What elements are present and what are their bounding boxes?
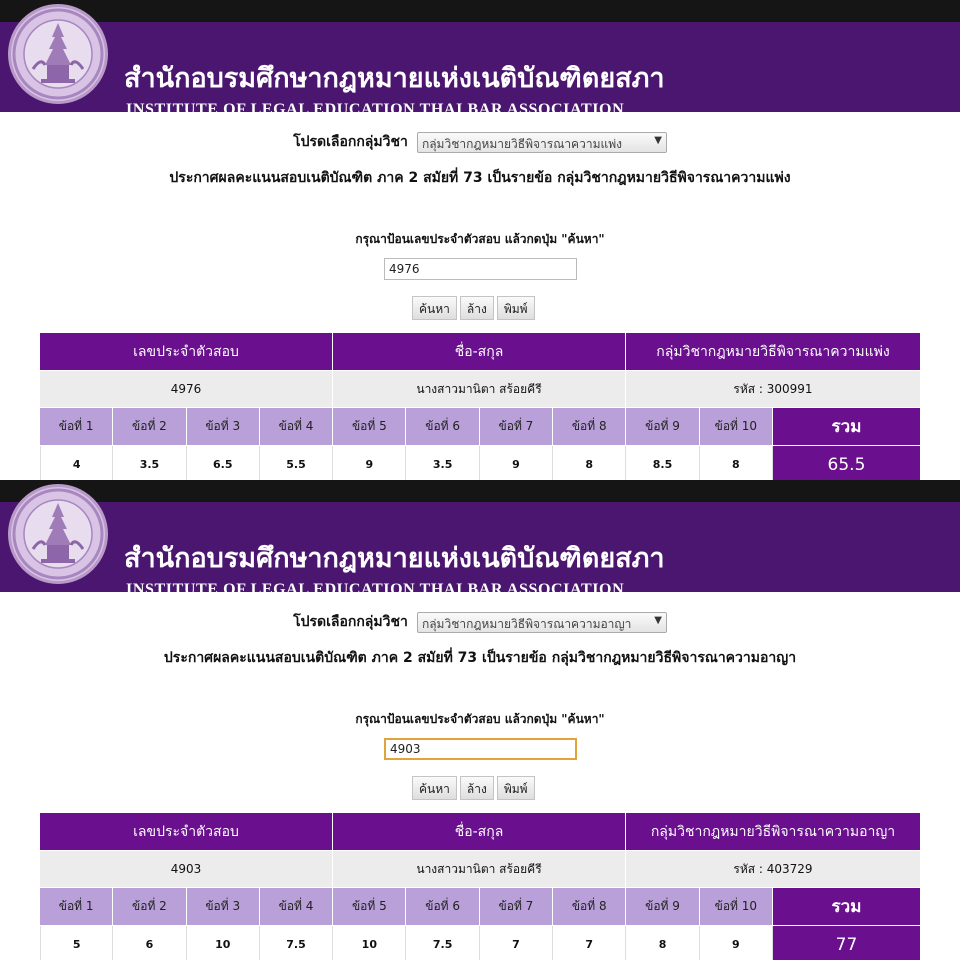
question-header-3: ข้อที่ 3 <box>187 888 260 925</box>
question-score-3: 10 <box>187 926 260 960</box>
score-row <box>40 926 920 960</box>
question-header-row <box>40 408 920 445</box>
dropdown-arrow-icon: ▼ <box>654 134 662 146</box>
question-header-9: ข้อที่ 9 <box>626 888 699 925</box>
site-title-english: INSTITUTE OF LEGAL EDUCATION THAI BAR ASSOCIATION <box>126 101 625 118</box>
dropdown-arrow-icon: ▼ <box>654 614 662 626</box>
exam-id-prompt: กรุณาป้อนเลขประจำตัวสอบ แล้วกดปุ่ม "ค้นหา" <box>355 232 605 246</box>
action-buttons <box>412 296 538 320</box>
site-title-thai: สำนักอบรมศึกษากฎหมายแห่งเนติบัณฑิตยสภา <box>124 63 665 94</box>
question-header-4: ข้อที่ 4 <box>260 888 333 925</box>
action-buttons <box>412 776 538 800</box>
question-score-5: 10 <box>333 926 406 960</box>
candidate-info-row <box>40 370 920 407</box>
exam-id-input[interactable] <box>384 738 577 760</box>
clear-button[interactable]: ล้าง <box>460 776 494 800</box>
question-header-1: ข้อที่ 1 <box>40 888 113 925</box>
subject-select-label: โปรดเลือกกลุ่มวิชา <box>293 614 408 630</box>
question-score-8: 8 <box>553 446 626 480</box>
site-header <box>0 502 960 598</box>
subject-select-value: กลุ่มวิชากฎหมายวิธีพิจารณาความอาญา <box>421 616 632 631</box>
name-header: ชื่อ-สกุล <box>333 813 626 850</box>
candidate-name: นางสาวมานิตา สร้อยคีรี <box>333 851 626 887</box>
search-button[interactable]: ค้นหา <box>412 776 457 800</box>
question-header-7: ข้อที่ 7 <box>480 888 553 925</box>
print-button[interactable]: พิมพ์ <box>497 296 535 320</box>
total-score: 65.5 <box>773 446 920 480</box>
subject-select-row <box>0 611 960 633</box>
total-label: รวม <box>773 888 920 925</box>
thai-bar-seal-logo <box>8 4 108 104</box>
question-score-10: 9 <box>700 926 773 960</box>
question-header-8: ข้อที่ 8 <box>553 408 626 445</box>
results-announcement: ประกาศผลคะแนนสอบเนติบัณฑิต ภาค 2 สมัยที่ 73 เป็นรายข้อ กลุ่มวิชากฎหมายวิธีพิจารณาความอาญา <box>163 650 797 666</box>
subject-code: รหัส : 403729 <box>733 861 813 876</box>
question-score-5: 9 <box>333 446 406 480</box>
total-score: 77 <box>773 926 920 960</box>
table-header-row <box>40 333 920 370</box>
question-score-4: 7.5 <box>260 926 333 960</box>
exam-id-prompt: กรุณาป้อนเลขประจำตัวสอบ แล้วกดปุ่ม "ค้นหา" <box>355 712 605 726</box>
results-announcement: ประกาศผลคะแนนสอบเนติบัณฑิต ภาค 2 สมัยที่ 73 เป็นรายข้อ กลุ่มวิชากฎหมายวิธีพิจารณาความแพ่ง <box>169 170 791 186</box>
exam-id-value: 4903 <box>40 851 333 887</box>
question-header-2: ข้อที่ 2 <box>113 408 186 445</box>
print-button[interactable]: พิมพ์ <box>497 776 535 800</box>
question-header-7: ข้อที่ 7 <box>480 408 553 445</box>
question-score-1: 5 <box>40 926 113 960</box>
question-score-7: 9 <box>480 446 553 480</box>
subject-select-label: โปรดเลือกกลุ่มวิชา <box>293 134 408 150</box>
subject-select[interactable] <box>417 612 667 633</box>
browser-top-band <box>0 0 960 22</box>
table-header-row <box>40 813 920 850</box>
question-score-6: 7.5 <box>406 926 479 960</box>
site-title-english: INSTITUTE OF LEGAL EDUCATION THAI BAR ASSOCIATION <box>126 581 625 598</box>
question-score-3: 6.5 <box>187 446 260 480</box>
question-header-6: ข้อที่ 6 <box>406 888 479 925</box>
question-header-8: ข้อที่ 8 <box>553 888 626 925</box>
total-label: รวม <box>773 408 920 445</box>
question-header-5: ข้อที่ 5 <box>333 888 406 925</box>
score-lookup-panel-2 <box>0 480 960 960</box>
question-header-5: ข้อที่ 5 <box>333 408 406 445</box>
question-score-9: 8 <box>626 926 699 960</box>
subject-select-row <box>0 131 960 153</box>
exam-id-header: เลขประจำตัวสอบ <box>40 333 333 370</box>
exam-id-value: 4976 <box>40 371 333 407</box>
score-table <box>40 813 920 960</box>
score-row <box>40 446 920 480</box>
question-header-9: ข้อที่ 9 <box>626 408 699 445</box>
question-score-1: 4 <box>40 446 113 480</box>
question-header-10: ข้อที่ 10 <box>700 888 773 925</box>
question-score-2: 3.5 <box>113 446 186 480</box>
question-score-10: 8 <box>700 446 773 480</box>
question-score-8: 7 <box>553 926 626 960</box>
candidate-name: นางสาวมานิตา สร้อยคีรี <box>333 371 626 407</box>
question-header-6: ข้อที่ 6 <box>406 408 479 445</box>
search-button[interactable]: ค้นหา <box>412 296 457 320</box>
exam-id-header: เลขประจำตัวสอบ <box>40 813 333 850</box>
subject-header: กลุ่มวิชากฎหมายวิธีพิจารณาความแพ่ง <box>656 343 890 360</box>
clear-button[interactable]: ล้าง <box>460 296 494 320</box>
question-score-9: 8.5 <box>626 446 699 480</box>
question-score-4: 5.5 <box>260 446 333 480</box>
subject-select[interactable] <box>417 132 667 153</box>
question-header-row <box>40 888 920 925</box>
candidate-info-row <box>40 850 920 887</box>
question-header-2: ข้อที่ 2 <box>113 888 186 925</box>
score-table <box>40 333 920 480</box>
exam-id-input[interactable] <box>384 258 577 280</box>
question-score-6: 3.5 <box>406 446 479 480</box>
site-header <box>0 22 960 118</box>
question-header-4: ข้อที่ 4 <box>260 408 333 445</box>
name-header: ชื่อ-สกุล <box>333 333 626 370</box>
subject-code: รหัส : 300991 <box>733 381 813 396</box>
browser-top-band <box>0 480 960 502</box>
subject-select-value: กลุ่มวิชากฎหมายวิธีพิจารณาความแพ่ง <box>421 136 622 151</box>
question-header-10: ข้อที่ 10 <box>700 408 773 445</box>
thai-bar-seal-logo <box>8 484 108 584</box>
question-score-7: 7 <box>480 926 553 960</box>
site-title-thai: สำนักอบรมศึกษากฎหมายแห่งเนติบัณฑิตยสภา <box>124 543 665 574</box>
question-score-2: 6 <box>113 926 186 960</box>
subject-header: กลุ่มวิชากฎหมายวิธีพิจารณาความอาญา <box>650 823 896 840</box>
question-header-1: ข้อที่ 1 <box>40 408 113 445</box>
question-header-3: ข้อที่ 3 <box>187 408 260 445</box>
